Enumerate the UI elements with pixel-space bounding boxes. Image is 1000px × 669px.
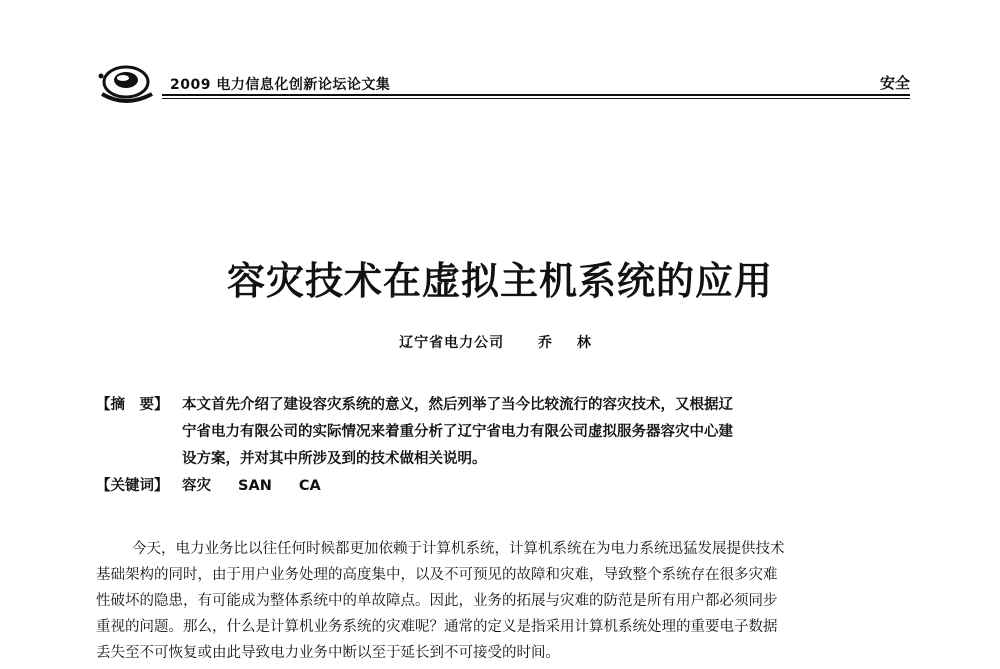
- abstract-line: 本文首先介绍了建设容灾系统的意义，然后列举了当今比较流行的容灾技术，又根据辽: [182, 397, 733, 413]
- body-line: 性破坏的隐患，有可能成为整体系统中的单故障点。因此，业务的拓展与灾难的防范是所有用户都必须同步: [96, 593, 778, 609]
- abstract-row: [96, 419, 856, 446]
- article-title: 容灾技术在虚拟主机系统的应用: [226, 259, 773, 303]
- abstract-line: 设方案，并对其中所涉及到的技术做相关说明。: [182, 451, 487, 467]
- byline: [0, 332, 1000, 352]
- keywords-list: 容灾 SAN CA: [182, 478, 321, 494]
- header-rule: [162, 94, 910, 96]
- body-line: 重视的问题。那么，什么是计算机业务系统的灾难呢？通常的定义是指采用计算机系统处理的重要电子数据: [96, 619, 778, 635]
- body-line: 丢失至不可恢复或由此导致电力业务中断以至于延长到不可接受的时间。: [96, 645, 560, 661]
- conference-logo-icon: [96, 60, 156, 106]
- page-header: [96, 60, 910, 106]
- abstract-line: 宁省电力有限公司的实际情况来着重分析了辽宁省电力有限公司虚拟服务器容灾中心建: [182, 424, 733, 440]
- section-label: 安全: [879, 74, 910, 92]
- affiliation: 辽宁省电力公司: [399, 335, 505, 351]
- header-rule-thin: [162, 98, 910, 99]
- keywords-row: [96, 473, 856, 500]
- abstract-block: [96, 392, 856, 500]
- body-paragraph: [96, 536, 914, 666]
- abstract-row: [96, 392, 856, 419]
- journal-title: 2009 电力信息化创新论坛论文集: [170, 77, 391, 93]
- keywords-label: 【关键词】: [96, 478, 169, 494]
- abstract-row: [96, 446, 856, 473]
- body-line: 基础架构的同时，由于用户业务处理的高度集中，以及不可预见的故障和灾难，导致整个系统存在很多灾难: [96, 567, 778, 583]
- abstract-label: 【摘 要】: [96, 397, 169, 413]
- author: 乔 林: [538, 335, 601, 351]
- body-line: 今天，电力业务比以往任何时候都更加依赖于计算机系统，计算机系统在为电力系统迅猛发展提供技术: [132, 541, 785, 557]
